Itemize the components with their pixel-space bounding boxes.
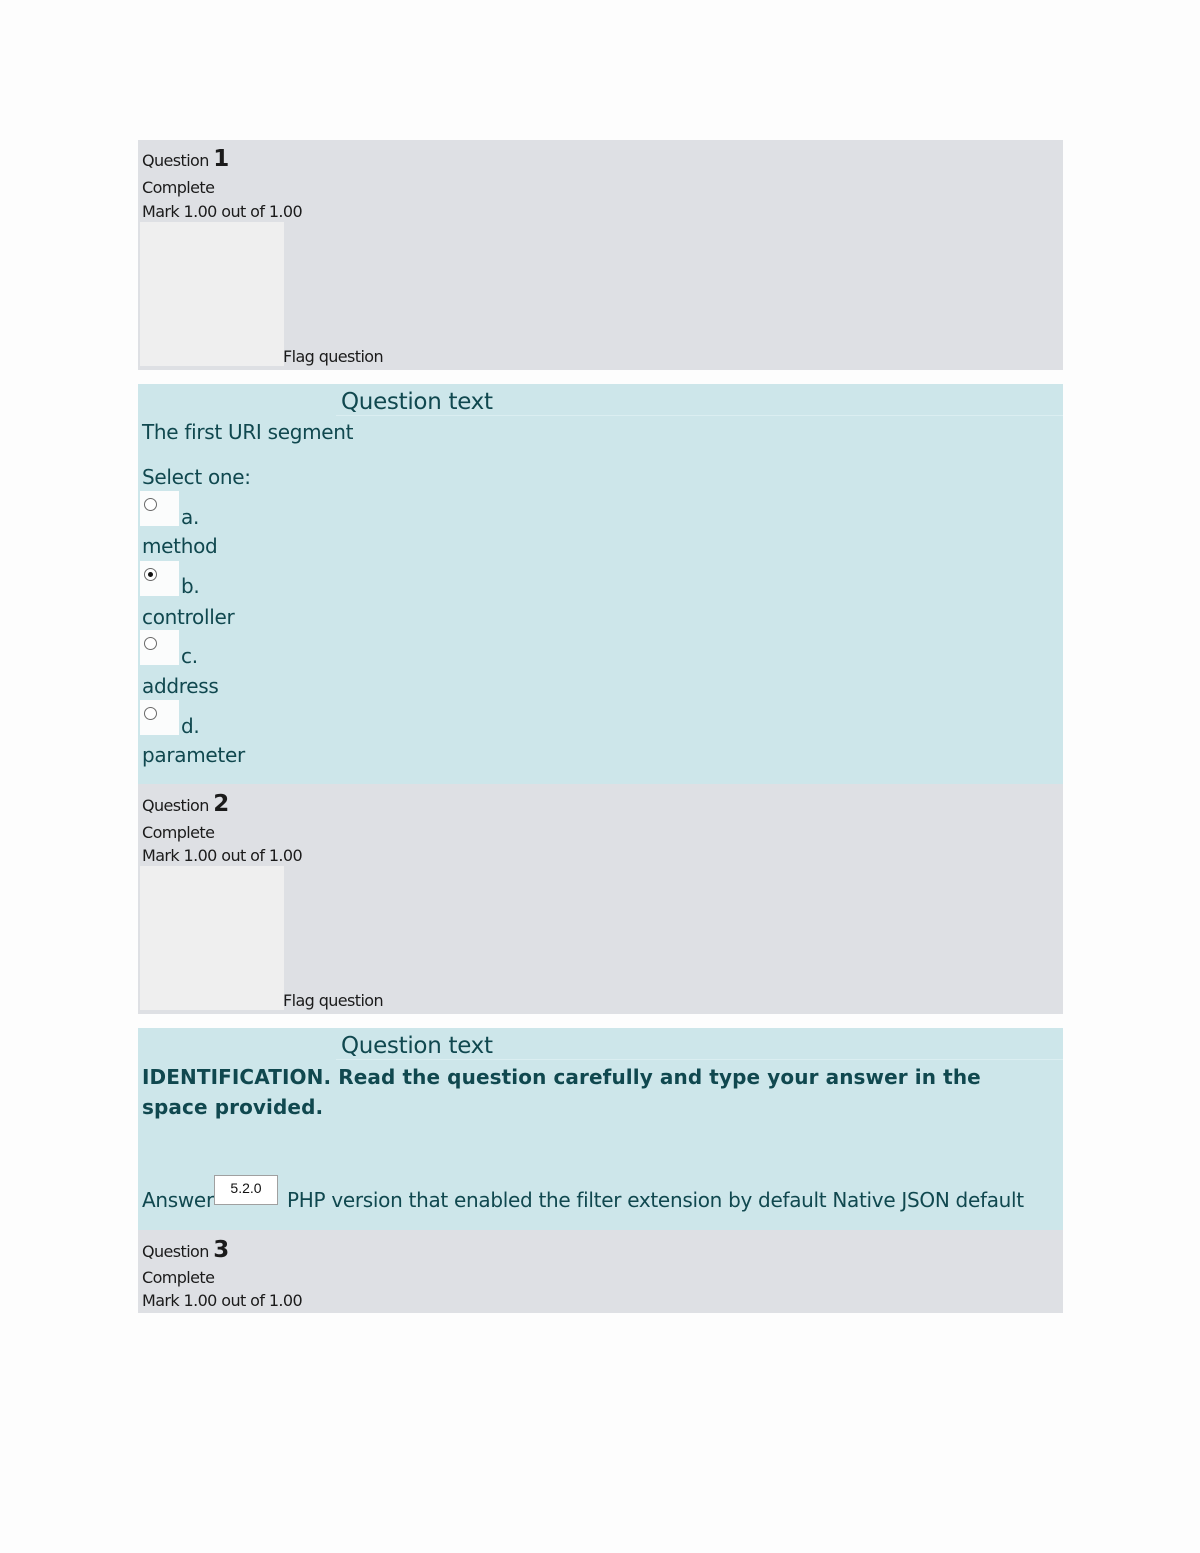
question-mark: Mark 1.00 out of 1.00 [142,1291,303,1310]
flag-icon[interactable] [140,866,284,1010]
question-prompt: The first URI segment [142,420,354,444]
radio-unchecked-icon[interactable] [144,707,157,720]
identification-instruction: IDENTIFICATION. Read the question carefully and type your answer in the space provided. [142,1065,981,1119]
question-state: Complete [142,178,215,197]
option-d-radio[interactable] [140,700,179,735]
question-label: Question [142,1242,209,1261]
question-info-1 [138,140,1063,370]
question-heading [142,791,229,817]
question-heading [142,146,229,172]
flag-question-link[interactable]: Flag question [283,991,384,1010]
option-c-radio[interactable] [140,630,179,665]
option-a-letter: a. [181,505,200,529]
question-content-2 [138,1028,1063,1230]
radio-unchecked-icon[interactable] [144,637,157,650]
option-a-radio[interactable] [140,491,179,526]
radio-unchecked-icon[interactable] [144,498,157,511]
question-heading [142,1237,229,1263]
question-number: 2 [213,791,230,817]
option-b-letter: b. [181,574,200,598]
question-mark: Mark 1.00 out of 1.00 [142,202,303,221]
question-info-3 [138,1230,1063,1313]
question-label: Question [142,151,209,170]
flag-icon[interactable] [140,222,284,366]
radio-checked-icon[interactable] [144,568,157,581]
option-b-text[interactable]: controller [142,605,235,629]
question-mark: Mark 1.00 out of 1.00 [142,846,303,865]
question-number: 3 [213,1237,230,1263]
option-c-text[interactable]: address [142,674,219,698]
question-content-1 [138,384,1063,784]
question-info-2 [138,784,1063,1014]
answer-trailing-text: PHP version that enabled the filter extension by default Native JSON default [287,1188,1024,1212]
option-d-text[interactable]: parameter [142,743,245,767]
question-text-header: Question text [336,384,1063,416]
question-state: Complete [142,1268,215,1287]
question-text-header: Question text [336,1028,1063,1060]
answer-input[interactable] [214,1175,278,1205]
option-b-radio[interactable] [140,561,179,596]
answer-label: Answer [142,1188,214,1212]
question-state: Complete [142,823,215,842]
option-c-letter: c. [181,644,198,668]
select-one-label: Select one: [142,465,251,489]
option-a-text[interactable]: method [142,534,218,558]
question-number: 1 [213,146,230,172]
flag-question-link[interactable]: Flag question [283,347,384,366]
question-label: Question [142,796,209,815]
option-d-letter: d. [181,714,200,738]
